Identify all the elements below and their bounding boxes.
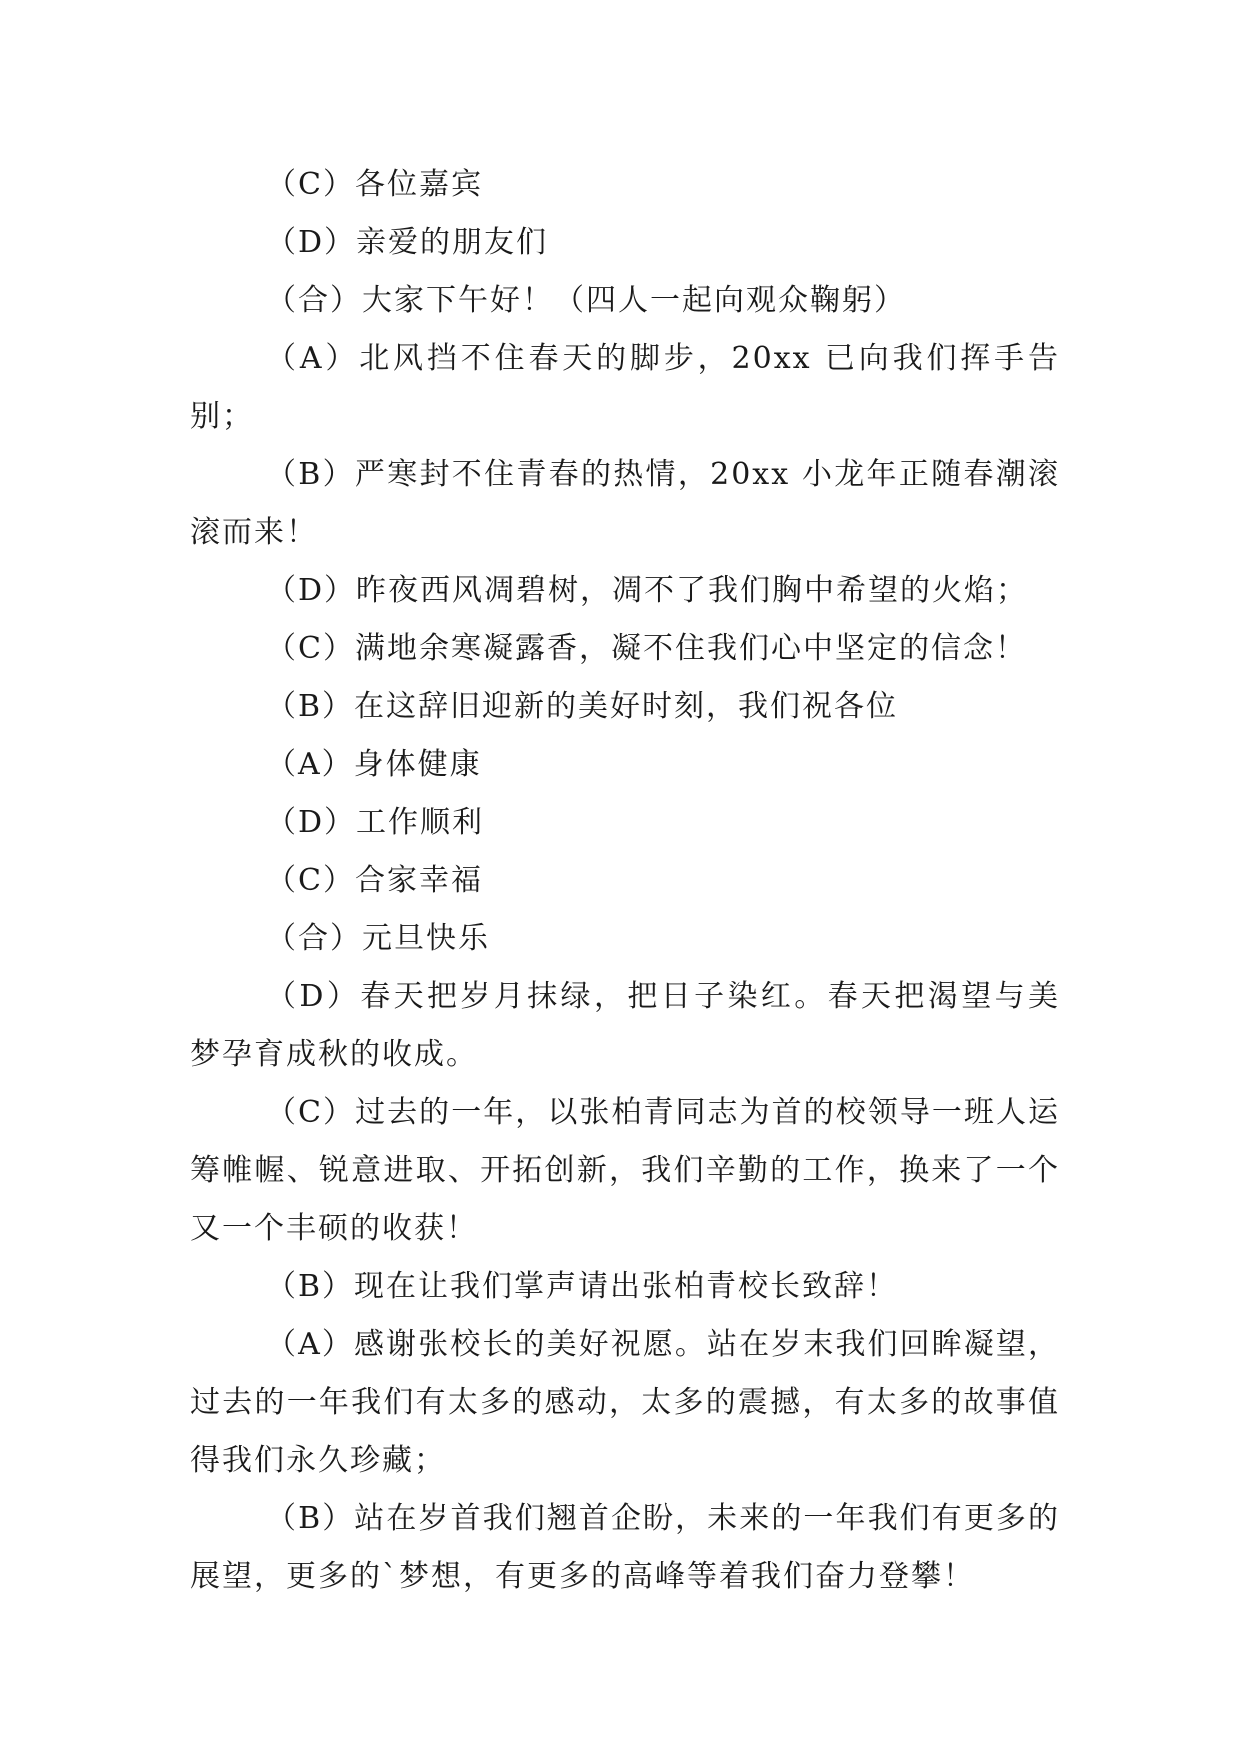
paragraph: （B）严寒封不住青春的热情，20xx 小龙年正随春潮滚滚而来！ — [190, 457, 1060, 550]
paragraph: （D）亲爱的朋友们 — [266, 225, 549, 260]
paragraph: （B）现在让我们掌声请出张柏青校长致辞！ — [266, 1269, 899, 1304]
document-body — [190, 156, 1060, 1606]
paragraph: （C）满地余寒凝露香，凝不住我们心中坚定的信念！ — [266, 631, 1027, 666]
paragraph: （A）感谢张校长的美好祝愿。站在岁末我们回眸凝望，过去的一年我们有太多的感动，太多的震撼，有太多的故事值得我们永久珍藏； — [190, 1327, 1060, 1478]
paragraph: （D）春天把岁月抹绿，把日子染红。春天把渴望与美梦孕育成秋的收成。 — [190, 979, 1060, 1072]
paragraph: （C）合家幸福 — [266, 863, 483, 898]
paragraph: （A）北风挡不住春天的脚步，20xx 已向我们挥手告别； — [190, 341, 1060, 434]
paragraph: （B）在这辞旧迎新的美好时刻，我们祝各位 — [266, 689, 899, 724]
paragraph: （合）大家下午好！（四人一起向观众鞠躬） — [266, 283, 906, 318]
paragraph: （C）各位嘉宾 — [266, 167, 483, 202]
paragraph: （合）元旦快乐 — [266, 921, 490, 956]
paragraph: （B）站在岁首我们翘首企盼，未来的一年我们有更多的展望，更多的`梦想，有更多的高峰等着我们奋力登攀！ — [190, 1501, 1060, 1594]
paragraph: （A）身体健康 — [266, 747, 482, 782]
paragraph: （D）昨夜西风凋碧树，凋不了我们胸中希望的火焰； — [266, 573, 1029, 608]
paragraph: （C）过去的一年，以张柏青同志为首的校领导一班人运筹帷幄、锐意进取、开拓创新，我们辛勤的工作，换来了一个又一个丰硕的收获！ — [190, 1095, 1060, 1246]
paragraph: （D）工作顺利 — [266, 805, 485, 840]
